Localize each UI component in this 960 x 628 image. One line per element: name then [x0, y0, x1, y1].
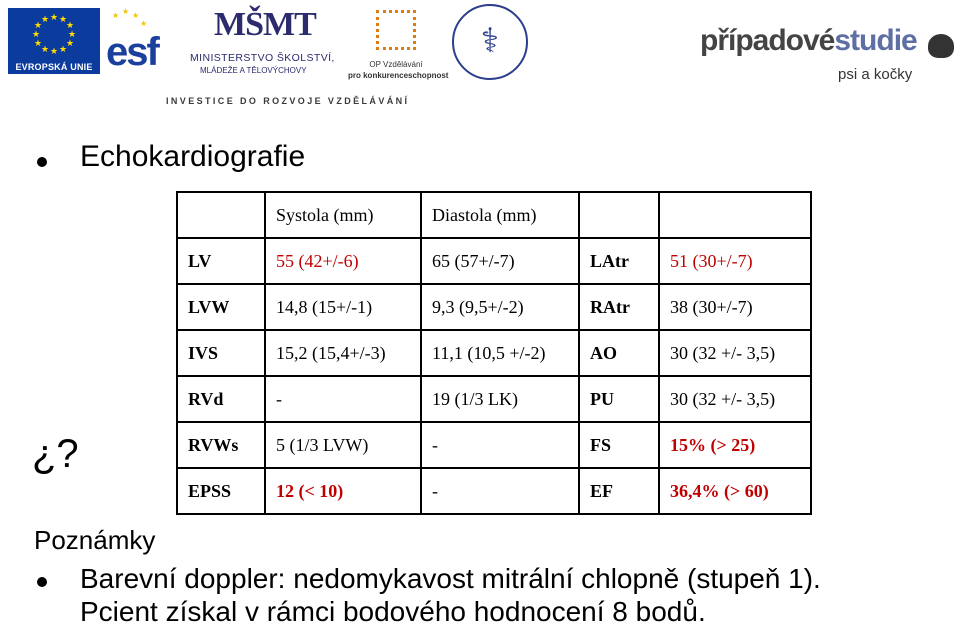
value-cell: 14,8 (15+/-1)	[265, 284, 421, 330]
pripadove-studie-logo	[700, 24, 960, 90]
svg-text:★: ★	[58, 45, 68, 55]
op-line1: OP Vzdělávání	[369, 60, 423, 69]
value-cell: 11,1 (10,5 +/-2)	[421, 330, 579, 376]
value-cell: -	[421, 468, 579, 514]
value-cell: 30 (32 +/- 3,5)	[659, 376, 811, 422]
caduceus-icon: ⚕	[480, 23, 500, 60]
svg-text:★: ★	[49, 47, 59, 57]
bullet-icon	[37, 577, 47, 587]
svg-text:★: ★	[31, 30, 41, 40]
table-header-row	[177, 192, 811, 238]
param-cell: RVWs	[177, 422, 265, 468]
param-cell: LAtr	[579, 238, 659, 284]
param-cell: RVd	[177, 376, 265, 422]
notes-title: Poznámky	[34, 525, 156, 555]
notes-line-1: Barevní doppler: nedomykavost mitrální chlopně (stupeň 1).	[80, 563, 821, 594]
table-row	[177, 422, 811, 468]
notes-line-2: Pcient získal v rámci bodového hodnocení 8 bodů.	[80, 596, 706, 627]
esf-stars-icon	[110, 8, 150, 32]
value-cell: 30 (32 +/- 3,5)	[659, 330, 811, 376]
param-cell: LV	[177, 238, 265, 284]
header-cell	[579, 192, 659, 238]
header-cell: Diastola (mm)	[421, 192, 579, 238]
op-line2: pro konkurenceschopnost	[348, 71, 449, 80]
table-row	[177, 284, 811, 330]
esf-logo	[104, 6, 186, 82]
svg-text:★: ★	[122, 8, 130, 16]
param-cell: RAtr	[579, 284, 659, 330]
param-cell: AO	[579, 330, 659, 376]
msmt-line1: MINISTERSTVO ŠKOLSTVÍ,	[190, 52, 335, 64]
svg-text:★: ★	[33, 39, 43, 49]
param-cell: FS	[579, 422, 659, 468]
svg-text:★: ★	[65, 21, 75, 31]
brand-subtitle: psi a kočky	[838, 66, 913, 83]
value-cell: 55 (42+/-6)	[265, 238, 421, 284]
header-cell	[177, 192, 265, 238]
table-row	[177, 468, 811, 514]
value-cell: 15% (> 25)	[659, 422, 811, 468]
eu-caption: EVROPSKÁ UNIE	[15, 62, 93, 72]
svg-text:★: ★	[49, 13, 59, 23]
svg-text:★: ★	[140, 19, 148, 28]
question-mark: ¿?	[32, 432, 79, 476]
slide-heading: Echokardiografie	[80, 140, 306, 173]
eu-stars-icon	[8, 8, 100, 62]
echo-table	[176, 191, 812, 515]
eu-flag-logo	[8, 8, 100, 74]
param-cell: EPSS	[177, 468, 265, 514]
svg-text:★: ★	[58, 15, 68, 25]
value-cell: 15,2 (15,4+/-3)	[265, 330, 421, 376]
esf-word: esf	[106, 30, 158, 74]
svg-text:★: ★	[132, 11, 140, 20]
table-row	[177, 238, 811, 284]
svg-text:★: ★	[33, 21, 43, 31]
bullet-icon	[37, 157, 47, 167]
param-cell: EF	[579, 468, 659, 514]
svg-text:★: ★	[67, 30, 77, 40]
param-cell: PU	[579, 376, 659, 422]
msmt-logo	[190, 6, 340, 84]
svg-text:★: ★	[40, 15, 50, 25]
svg-text:★: ★	[112, 11, 120, 20]
param-cell: LVW	[177, 284, 265, 330]
param-cell: IVS	[177, 330, 265, 376]
value-cell: 9,3 (9,5+/-2)	[421, 284, 579, 330]
header-cell	[659, 192, 811, 238]
table-row	[177, 330, 811, 376]
investice-tagline: INVESTICE DO ROZVOJE VZDĚLÁVÁNÍ	[166, 96, 410, 106]
value-cell: 65 (57+/-7)	[421, 238, 579, 284]
brand-title: případovéstudie	[700, 24, 917, 57]
value-cell: 12 (< 10)	[265, 468, 421, 514]
op-square-icon	[376, 10, 416, 50]
cat-icon	[928, 34, 954, 58]
msmt-line2: MLÁDEŽE A TĚLOVÝCHOVY	[200, 66, 307, 75]
table-row	[177, 376, 811, 422]
svg-text:★: ★	[40, 45, 50, 55]
value-cell: 36,4% (> 60)	[659, 468, 811, 514]
svg-text:★: ★	[65, 39, 75, 49]
header-cell: Systola (mm)	[265, 192, 421, 238]
value-cell: -	[421, 422, 579, 468]
value-cell: 51 (30+/-7)	[659, 238, 811, 284]
value-cell: -	[265, 376, 421, 422]
value-cell: 38 (30+/-7)	[659, 284, 811, 330]
op-logo	[348, 10, 449, 82]
value-cell: 19 (1/3 LK)	[421, 376, 579, 422]
msmt-mark: MŠMT	[214, 6, 316, 43]
value-cell: 5 (1/3 LVW)	[265, 422, 421, 468]
university-seal-logo	[452, 4, 528, 80]
